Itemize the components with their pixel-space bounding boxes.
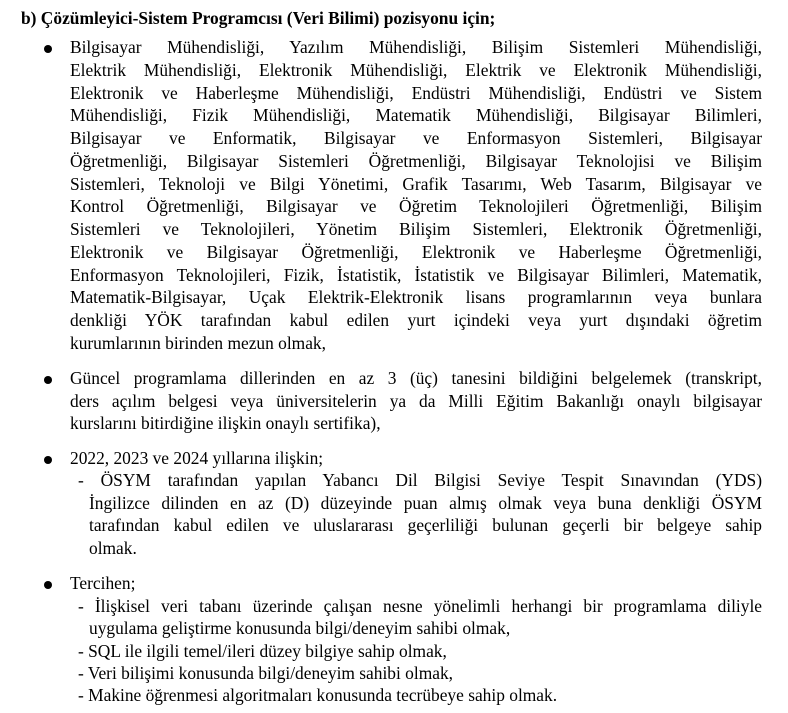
item-1-line: Enformasyon Teknolojileri, Fizik, İstatistik, İstatistik ve Bilgisayar Bilimleri, Matematik,: [70, 265, 762, 285]
item-1-line: Elektronik ve Haberleşme Mühendisliği, Endüstri Mühendisliği, Endüstri ve Sistem: [70, 83, 762, 103]
item-3-subitem-line: - ÖSYM tarafından yapılan Yabancı Dil Bilgisi Seviye Tespit Sınavından (YDS): [78, 470, 762, 490]
item-1-line: Mühendisliği, Fizik Mühendisliği, Matematik Mühendisliği, Bilgisayar Bilimleri,: [70, 105, 762, 125]
section-heading: b) Çözümleyici-Sistem Programcısı (Veri Bilimi) pozisyonu için;: [21, 8, 496, 28]
item-3-subitem-line: İngilizce dilinden en az (D) düzeyinde puan almış olmak veya buna denkliği ÖSYM: [89, 493, 762, 513]
item-2-line: ders açılım belgesi veya üniversitelerin ya da Milli Eğitim Bakanlığı onaylı bilgisayar: [70, 391, 762, 411]
item-1-line: Kontrol Öğretmenliği, Bilgisayar ve Öğretim Teknolojileri Öğretmenliği, Bilişim: [70, 196, 762, 216]
item-1-line: kurumlarının birinden mezun olmak,: [70, 333, 326, 353]
item-1-line: Matematik-Bilgisayar, Uçak Elektrik-Elektronik lisans programlarının veya bunlara: [70, 287, 762, 307]
item-1-line: denkliği YÖK tarafından kabul edilen yurt içindeki veya yurt dışındaki öğretim: [70, 310, 762, 330]
item-3-line: 2022, 2023 ve 2024 yıllarına ilişkin;: [70, 448, 324, 468]
item-4-subitem-line: - SQL ile ilgili temel/ileri düzey bilgiye sahip olmak,: [78, 641, 447, 661]
bullet-icon: [44, 376, 52, 384]
item-4-subitem-line: - Veri bilişimi konusunda bilgi/deneyim sahibi olmak,: [78, 663, 453, 683]
item-1-line: Bilgisayar ve Enformatik, Bilgisayar ve Enformasyon Sistemleri, Bilgisayar: [70, 128, 762, 148]
bullet-icon: [44, 45, 52, 53]
item-3-subitem-line: olmak.: [89, 538, 137, 558]
item-1-line: Sistemleri ve Teknolojileri, Yönetim Bilişim Sistemleri, Elektronik Öğretmenliği,: [70, 219, 762, 239]
item-2-line: Güncel programlama dillerinden en az 3 (üç) tanesini bildiğini belgelemek (transkript,: [70, 368, 762, 388]
item-2-line: kurslarını bitirdiğine ilişkin onaylı sertifika),: [70, 413, 381, 433]
item-1-line: Öğretmenliği, Bilgisayar Sistemleri Öğretmenliği, Bilgisayar Teknolojisi ve Bilişim: [70, 151, 762, 171]
item-3-subitem-line: tarafından kabul edilen ve uluslararası geçerliliği bulunan geçerli bir belgeye sahip: [89, 515, 762, 535]
item-4-subitem-line: - Makine öğrenmesi algoritmaları konusunda tecrübeye sahip olmak.: [78, 685, 558, 705]
item-1-line: Elektrik Mühendisliği, Elektronik Mühendisliği, Elektrik ve Elektronik Mühendisliği,: [70, 60, 762, 80]
item-4-subitem-line: - İlişkisel veri tabanı üzerinde çalışan nesne yönelimli herhangi bir programlama diliyle: [78, 596, 762, 616]
item-4-subitem-line: uygulama geliştirme konusunda bilgi/deneyim sahibi olmak,: [89, 618, 511, 638]
bullet-icon: [44, 456, 52, 464]
item-1-line: Sistemleri, Teknoloji ve Bilgi Yönetimi, Grafik Tasarımı, Web Tasarım, Bilgisayar ve: [70, 174, 762, 194]
item-1-line: Bilgisayar Mühendisliği, Yazılım Mühendisliği, Bilişim Sistemleri Mühendisliği,: [70, 37, 762, 57]
item-4-line: Tercihen;: [70, 573, 136, 593]
item-1-line: Elektronik ve Bilgisayar Öğretmenliği, Elektronik ve Haberleşme Öğretmenliği,: [70, 242, 762, 262]
bullet-icon: [44, 581, 52, 589]
